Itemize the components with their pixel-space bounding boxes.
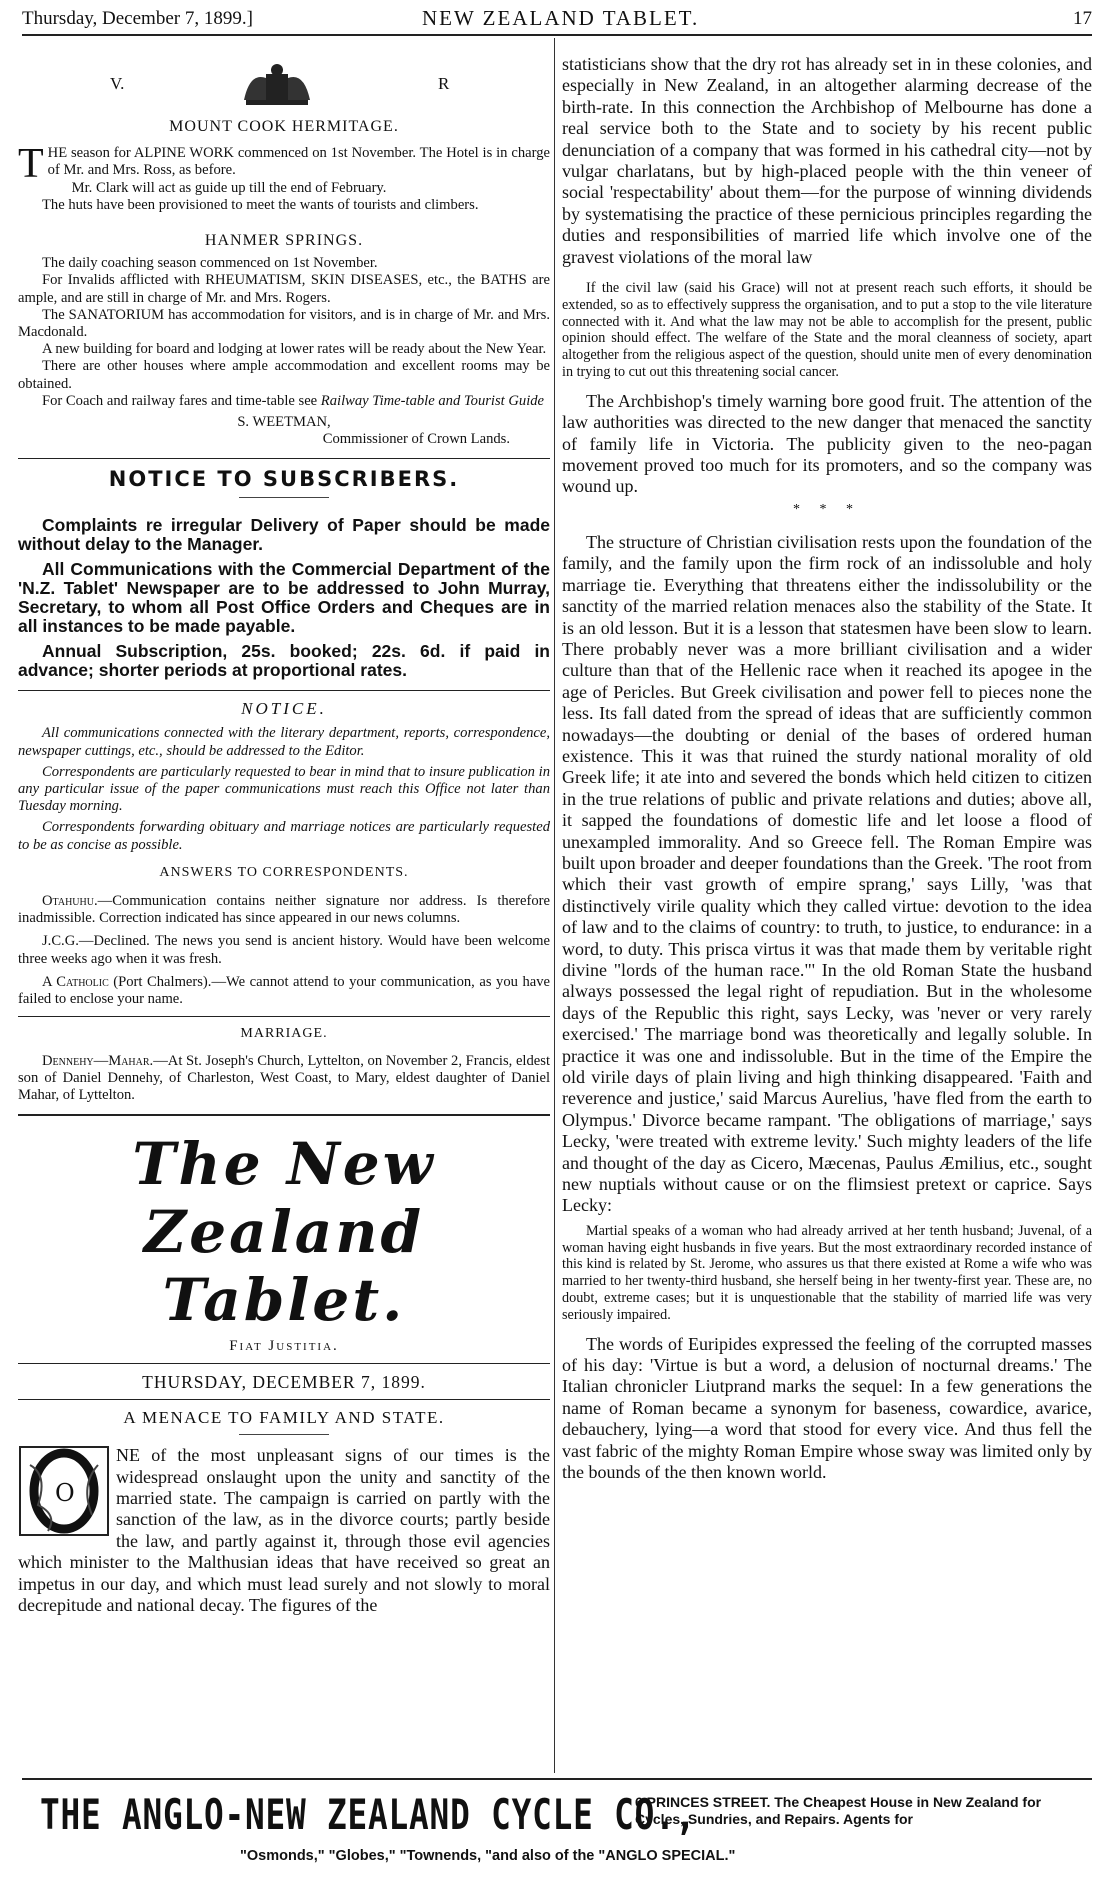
marriage-title: MARRIAGE. — [240, 1026, 328, 1042]
hanmer-p4: A new building for board and lodging at lower rates will be ready about the New Year. — [42, 341, 547, 358]
section-rule — [18, 458, 550, 459]
ornament-rule — [239, 1434, 329, 1435]
hanmer-p5: There are other houses where ample accommodation and excellent rooms may be obtained. — [18, 358, 550, 392]
answer-text: —Communication contains neither signature nor address. Is therefore inadmissible. Correction indicated has since appeared in our news columns. — [18, 893, 550, 927]
section-rule — [18, 1363, 550, 1364]
ornamental-drop-cap-o — [18, 1445, 110, 1537]
masthead-motto: Fiat Justitia. — [229, 1338, 339, 1355]
archbishop-quote: If the civil law (said his Grace) will not at present reach such efforts, it should be extended, so as to effectively suppress the organisation, and to put a stop to the vile literature connected with it. And what the law may not be able to accomplish for the present, public opinion should effect. The welfare of the State and the moral cleanness of society, apart altogether from the religious aspect of the question, should unite men of every denomination in trying to cut out this threatening social cancer. — [562, 280, 1092, 381]
crest-letter-v: V. — [110, 74, 125, 93]
answers-title: ANSWERS TO CORRESPONDENTS. — [159, 864, 409, 880]
answer-name: A Catholic — [42, 973, 109, 990]
section-rule — [18, 1016, 550, 1017]
answer-name: J.C.G. — [42, 933, 79, 950]
advert-address: 6 PRINCES STREET. The Cheapest House in New Zealand for Cycles, Sundries, and Repairs. Agents for — [635, 1794, 1042, 1827]
issue-date: THURSDAY, DECEMBER 7, 1899. — [142, 1372, 426, 1393]
marriage-text: —At St. Joseph's Church, Lyttelton, on November 2, Francis, eldest son of Daniel Dennehy, of Charleston, West Coast, to Mary, eldest daughter of Daniel Mahar, of Lyttelton. — [18, 1052, 550, 1103]
hermitage-p1: HE season for ALPINE WORK commenced on 1st November. The Hotel is in charge of Mr. and Mrs. Ross, as before. — [47, 145, 550, 179]
footer-rule — [22, 1778, 1092, 1780]
royal-crest-icon — [240, 62, 314, 108]
signature-name: S. WEETMAN, — [237, 414, 331, 431]
answer-text: (Port Chalmers).—We cannot attend to your communication, as you have failed to enclose your name. — [18, 973, 550, 1008]
hanmer-p3: The SANATORIUM has accommodation for visitors, and is in charge of Mr. and Mrs. Macdonald. — [18, 306, 550, 341]
answer-name: Otahuhu. — [42, 893, 98, 910]
ornament-rule — [239, 497, 329, 498]
answers-list — [18, 893, 550, 1008]
article-r1: statisticians show that the dry rot has already set in in these colonies, and especially in New Zealand, in an altogether alarming decrease of the birth-rate. In this connection the Archbishop of Melbourne has done a real service both to the State and to society by his recent public denunciation of a company that was formed in his cathedral city—not by vulgar charlatans, but by high-placed people with the thin veneer of social 'respectability' about them—for the purpose of winning dividends by systematising the practice of these pernicious principles regarding the duties and responsibilities of married life which involve one of the gravest violations of the moral law — [562, 54, 1092, 267]
header-title: NEW ZEALAND TABLET. — [422, 6, 700, 30]
marriage-names: Dennehy—Mahar. — [42, 1052, 154, 1069]
article-opening — [18, 1445, 550, 1616]
hanmer-p2: For Invalids afflicted with RHEUMATISM, SKIN DISEASES, etc., the BATHS are ample, and are still in charge of Mr. and Mrs. Rogers. — [18, 272, 550, 306]
article-title: A MENACE TO FAMILY AND STATE. — [123, 1408, 445, 1428]
subscribers-p1: Complaints re irregular Delivery of Paper should be made without delay to the Manager. — [18, 515, 550, 555]
page-header — [22, 4, 1092, 34]
hermitage-p2: Mr. Clark will act as guide up till the end of February. — [71, 179, 387, 196]
article-p1: NE of the most unpleasant signs of our times is the widespread onslaught upon the unity and sanctity of the married state. The campaign is carried on partly with the sanction of the law, as in the divorce courts; partly beside the law, and partly against it, through those evil agencies which minister to the Malthusian ideas that have received so great an impetus in our day, and which must lead surely and not slowly to moral decrepitude and national decay. The figures of the — [18, 1445, 550, 1615]
hermitage-notice — [18, 141, 550, 214]
hermitage-title: MOUNT COOK HERMITAGE. — [169, 118, 399, 135]
signature-title: Commissioner of Crown Lands. — [322, 431, 510, 448]
hanmer-notice — [18, 255, 550, 448]
marriage-notice — [18, 1053, 550, 1105]
header-rule — [22, 34, 1092, 36]
section-stars: * * * — [793, 501, 861, 517]
notice-p2: Correspondents are particularly requested to bear in mind that to insure publication in any particular issue of the paper communications must reach this Office not later than Tuesday morning. — [18, 763, 550, 815]
drop-cap-letter: O — [55, 1479, 75, 1508]
hanmer-p6: For Coach and railway fares and time-table see — [42, 392, 321, 409]
drop-cap-t: T — [18, 141, 44, 188]
notice-p1: All communications connected with the literary department, reports, correspondence, newspaper cuttings, etc., should be addressed to the Editor. — [18, 725, 550, 759]
lecky-quote: Martial speaks of a woman who had already arrived at her tenth husband; Juvenal, of a woman having eight husbands in five years. But the most extraordinary recorded instance of this kind is related by St. Jerome, who assures us that there existed at Rome a wife who was married to her twenty-third husband, she herself being in her twenty-first year. These are, no doubt, extreme cases; but it is unquestionable that the stability of married life was very seriously impaired. — [562, 1222, 1092, 1323]
advert-agencies: "Osmonds," "Globes," "Townends, "and also of the "ANGLO SPECIAL." — [240, 1848, 736, 1864]
section-rule — [18, 1114, 550, 1116]
editor-notice — [18, 725, 550, 853]
hanmer-p1: The daily coaching season commenced on 1st November. — [42, 255, 378, 272]
subscribers-title: NOTICE TO SUBSCRIBERS. — [108, 467, 460, 492]
column-divider — [554, 38, 555, 1773]
article-r4: The words of Euripides expressed the feeling of the corrupted masses of his day: 'Virtue is but a word, a delusion of nocturnal dreams.' The Italian chronicler Liutprand marks the sequel: In a few generations the name of Roman became a synonym for baseness, cowardice, avarice, debauchery, lying—a word that stood for every vice. And thus fell the vast fabric of the mighty Roman Empire whose sway was limited only by the bounds of the then known world. — [562, 1333, 1092, 1483]
section-rule — [18, 690, 550, 691]
railway-guide-title: Railway Time-table and Tourist Guide — [320, 392, 545, 409]
header-page-number: 17 — [1073, 8, 1092, 29]
left-column — [18, 56, 550, 1616]
right-column — [562, 54, 1092, 1484]
answer-text: —Declined. The news you send is ancient history. Would have been welcome three weeks ago when it was fresh. — [18, 933, 550, 967]
section-rule — [18, 1399, 550, 1400]
subscribers-notice — [18, 516, 550, 680]
header-date: Thursday, December 7, 1899.] — [22, 8, 253, 29]
notice-title: NOTICE. — [241, 699, 327, 719]
hermitage-p3: The huts have been provisioned to meet the wants of tourists and climbers. — [42, 196, 479, 213]
notice-p3: Correspondents forwarding obituary and marriage notices are particularly requested to be as concise as possible. — [18, 819, 550, 853]
crest-letter-r: R — [438, 74, 450, 93]
hanmer-title: HANMER SPRINGS. — [204, 232, 364, 250]
cycle-advertisement — [40, 1790, 1090, 1870]
article-r3: The structure of Christian civilisation rests upon the foundation of the family, and the family upon the firm rock of an indissoluble and holy marriage tie. Everything that threatens either the indissolubility or the sanctity of the married relation menaces also the stability of the State. It is an old lesson. But it is a lesson that statesmen have been slow to learn. There probably never was a more brilliant civilisation and a wider culture than that of the Hellenic race when it reached its apogee in the age of Pericles. But Greek civilisation and power fell to pieces none the less. Its fall dated from the spread of ideas that are sufficiently common nowadays—the doubting or denial of the bases of ordered human existence. This it was that ruined the sturdy national morality of old Greek life; it ate into and severed the bonds which held citizen to citizen in the true relations of public and private relations and duties; above all, it sapped the foundations of domestic life and let loose a flood of unexampled immorality. And so Greece fell. The Roman Empire was built upon broader and deeper foundations than the Greek. 'The root from which their vast growth of empire sprang,' says Lilly, 'was that distinctively virile quality which they called virtue: devotion to the idea of law and to the claims of country: to truth, to justice, to endurance: in a word, to duty. This prisca virtus it was that made them by veritable right divine "lords of the human race."' In the old Roman State the husband always possessed the legal right of repudiation. But in the wholesome days of the Republic this right, says Lecky, was 'never or very rarely exercised.' The marriage bond was theoretically and legally soluble. In practice it was one and indissoluble. But in the time of the Empire the old virile days of plain living and high thinking disappeared. 'Faith and reverence and justice,' said Marcus Aurelius, 'have fled from the earth to Olympus.' Divorce became rampant. 'The obligations of marriage,' says Lecky, 'were treated with extreme levity.' Such mighty leaders of the life and thought of the day as Cicero, Mæcenas, Paulus Æmilius, etc., sought new nuptials without cause or on the flimsiest pretext or caprice. Says Lecky: — [562, 531, 1092, 1216]
subscribers-p2: All Communications with the Commercial Department of the 'N.Z. Tablet' Newspaper are to be addressed to John Murray, Secretary, to whom all Post Office Orders and Cheques are in all instances to be made payable. — [18, 559, 550, 637]
royal-crest-row — [18, 56, 550, 116]
subscribers-p3: Annual Subscription, 25s. booked; 22s. 6d. if paid in advance; shorter periods at proportional rates. — [18, 641, 550, 681]
masthead-title: The New Zealand Tablet. — [132, 1130, 436, 1335]
advert-company: THE ANGLO-NEW ZEALAND CYCLE CO., — [40, 1790, 697, 1839]
article-r2: The Archbishop's timely warning bore good fruit. The attention of the law authorities was directed to the new danger that menaced the sanctity of family life in Victoria. The publicity given to the neo-pagan movement proved too much for its promoters, and so the company was wound up. — [562, 390, 1092, 497]
